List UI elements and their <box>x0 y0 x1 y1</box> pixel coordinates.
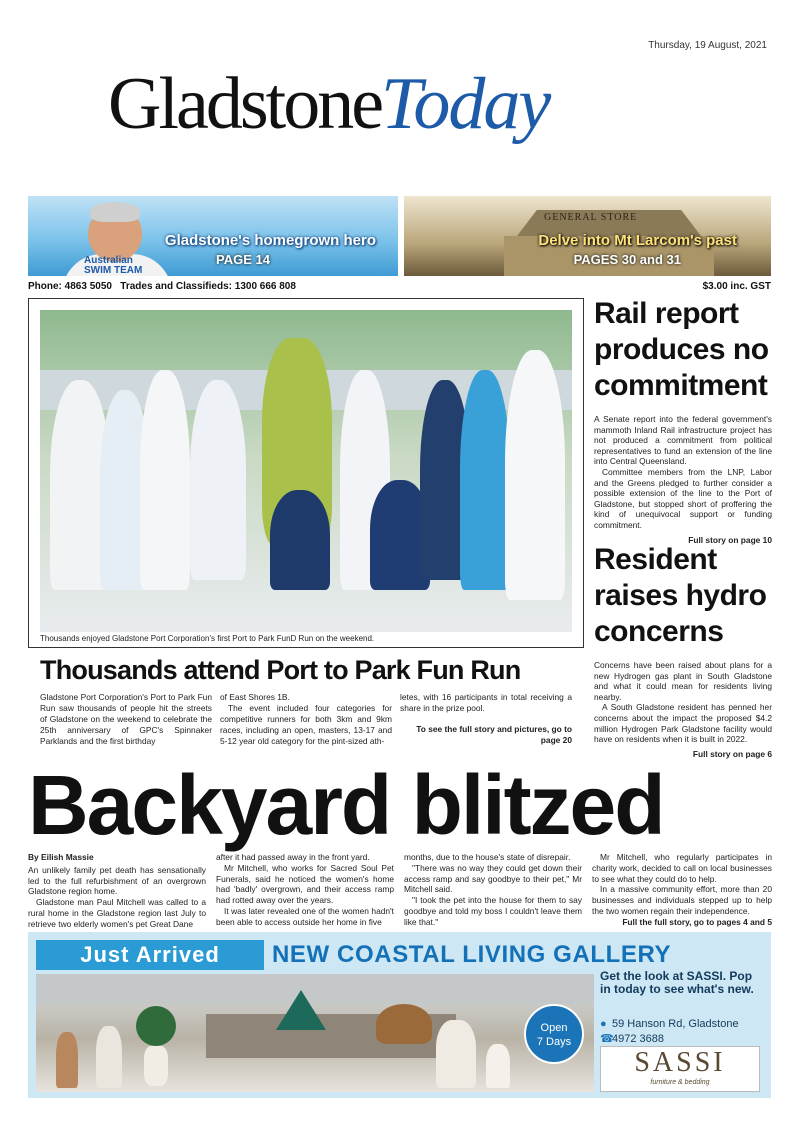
story-paragraph: "There was no way they could get down their access ramp and say goodbye to their pet," Mr Mitchell said. <box>404 862 582 895</box>
story-paragraph: Mr Mitchell, who regularly participates in charity work, decided to call on local businesses to see what they could do to help. <box>592 852 772 884</box>
contact-bar <box>28 281 771 292</box>
main-story-column-2 <box>216 852 394 928</box>
main-story-column-3 <box>404 852 582 928</box>
lead-paragraph: letes, with 16 participants in total receiving a share in the prize pool. <box>400 692 572 713</box>
just-arrived-tag: Just Arrived <box>36 940 264 970</box>
headline-line: Resident <box>594 543 717 576</box>
story-paragraph: "I took the pet into the house for them to say goodbye and told my boss I couldn't leave them like that." <box>404 895 582 927</box>
photo-caption: Thousands enjoyed Gladstone Port Corporation's first Port to Park FunD Run on the weekend. <box>40 634 375 643</box>
furniture-showroom-photo <box>36 974 594 1092</box>
ad-address[interactable] <box>600 1018 766 1030</box>
issue-date: Thursday, 19 August, 2021 <box>648 40 767 51</box>
contact-numbers: Phone: 4863 5050 Trades and Classifieds: 1300 666 808 <box>28 281 296 292</box>
story-paragraph: after it had passed away in the front yard. <box>216 852 370 862</box>
location-pin-icon: ● <box>600 1018 607 1030</box>
ad-title: NEW COASTAL LIVING GALLERY <box>272 941 672 968</box>
swim-team-shirt-text: Australian SWIM TEAM <box>84 255 143 276</box>
lead-photo-frame <box>28 298 584 648</box>
promo-page-ref: PAGE 14 <box>216 252 270 267</box>
main-story-column-4 <box>592 852 772 928</box>
lead-paragraph: of East Shores 1B. <box>220 692 290 702</box>
sidebar-body-hydro <box>594 660 772 759</box>
swimmer-hair-graphic <box>90 202 140 222</box>
sidebar-headline-rail[interactable] <box>594 296 769 404</box>
sidebar-page-ref[interactable]: Full story on page 6 <box>692 748 772 759</box>
promo-mt-larcom[interactable] <box>404 196 771 276</box>
sassi-advertisement[interactable] <box>28 932 771 1098</box>
phone-text: 4972 3688 <box>612 1033 664 1045</box>
lead-column-2 <box>220 692 392 747</box>
lead-paragraph: The event included four categories for competitive runners for both 3km and 9km races, including an open, masters, 13-17 and 5-12 year old category for the pint-sized ath- <box>220 703 392 746</box>
story-paragraph: It was later revealed one of the women hadn't been able to access outside her home in five <box>216 905 394 927</box>
lead-column-3 <box>400 692 572 746</box>
main-headline[interactable]: Backyard blitzed <box>28 758 664 852</box>
sassi-logo[interactable] <box>600 1046 760 1092</box>
sidebar-headline-hydro[interactable] <box>594 542 766 650</box>
promo-page-ref: PAGES 30 and 31 <box>573 252 681 267</box>
ad-phone[interactable] <box>600 1032 766 1045</box>
story-paragraph: Mr Mitchell, who works for Sacred Soul Pet Funerals, said he noticed the women's home had 'badly' overgrown, and their access ramp had rotted away over the years. <box>216 862 394 906</box>
sidebar-page-ref[interactable]: Full story on page 10 <box>688 534 772 545</box>
sassi-tagline: furniture & bedding <box>650 1079 710 1086</box>
phone-icon: ☎ <box>600 1033 614 1045</box>
masthead-part-today: Today <box>381 63 550 145</box>
byline: By Eilish Massie <box>28 852 94 862</box>
masthead-part-gladstone: Gladstone <box>108 63 382 145</box>
headline-line: Rail report <box>594 297 739 330</box>
promo-homegrown-hero[interactable] <box>28 196 398 276</box>
headline-line: raises hydro <box>594 579 767 612</box>
fun-run-group-photo[interactable] <box>40 310 572 632</box>
address-text: 59 Hanson Rd, Gladstone <box>612 1018 739 1030</box>
masthead-logo <box>108 62 668 152</box>
promo-headline: Delve into Mt Larcom's past <box>538 232 737 249</box>
story-paragraph: months, due to the house's state of disrepair. <box>404 852 571 862</box>
sidebar-paragraph: A Senate report into the federal government's mammoth Inland Rail infrastructure project has not produced a commitment from political representatives to fund an extension of the line into Central Queensland. <box>594 414 772 467</box>
story-page-ref[interactable]: Full the full story, go to pages 4 and 5 <box>622 916 772 927</box>
sassi-wordmark: SASSI <box>634 1047 726 1078</box>
sidebar-body-rail <box>594 414 772 545</box>
open-7-days-badge: Open 7 Days <box>524 1004 584 1064</box>
lead-column-1 <box>40 692 212 747</box>
story-paragraph: In a massive community effort, more than 20 businesses and individuals stepped up to help the two women regain their independence. <box>592 884 772 916</box>
story-paragraph: An unlikely family pet death has sensationally led to the full refurbishment of an overgrown Gladstone region home. <box>28 864 206 897</box>
sidebar-paragraph: A South Gladstone resident has penned her concerns about the impact the proposed $4.2 million Hydrogen Park Gladstone facility would have on residents when it is built in 2022. <box>594 702 772 745</box>
headline-line: produces no <box>594 333 769 366</box>
cover-price: $3.00 inc. GST <box>702 281 771 292</box>
promo-headline: Gladstone's homegrown hero <box>164 232 376 249</box>
sidebar-paragraph: Committee members from the LNP, Labor and the Greens pledged to further consider a possible extension of the line to the Port of Gladstone, but stopped short of proffering the kind of unequivocal support or funding commitment. <box>594 466 772 530</box>
main-story-column-1 <box>28 852 206 930</box>
lead-paragraph: Gladstone Port Corporation's Port to Park Fun Run saw thousands of people hit the streets of Gladstone on the weekend to celebrate the 25th anniversary of GPC's Spinnaker Parklands and the first birthday <box>40 692 212 746</box>
lead-headline[interactable]: Thousands attend Port to Park Fun Run <box>40 655 521 685</box>
lead-page-ref[interactable]: To see the full story and pictures, go to page 20 <box>416 724 572 745</box>
ad-pitch: Get the look at SASSI. Pop in today to see what's new. <box>600 969 754 996</box>
headline-line: commitment <box>594 369 768 402</box>
headline-line: concerns <box>594 615 724 648</box>
story-paragraph: Gladstone man Paul Mitchell was called to a rural home in the Gladstone region last July to retrieve two elderly women's pet Great Dane <box>28 897 206 929</box>
general-store-sign: GENERAL STORE <box>544 212 638 223</box>
sidebar-paragraph: Concerns have been raised about plans for a new Hydrogen gas plant in South Gladstone and what it could mean for residents living nearby. <box>594 660 772 702</box>
